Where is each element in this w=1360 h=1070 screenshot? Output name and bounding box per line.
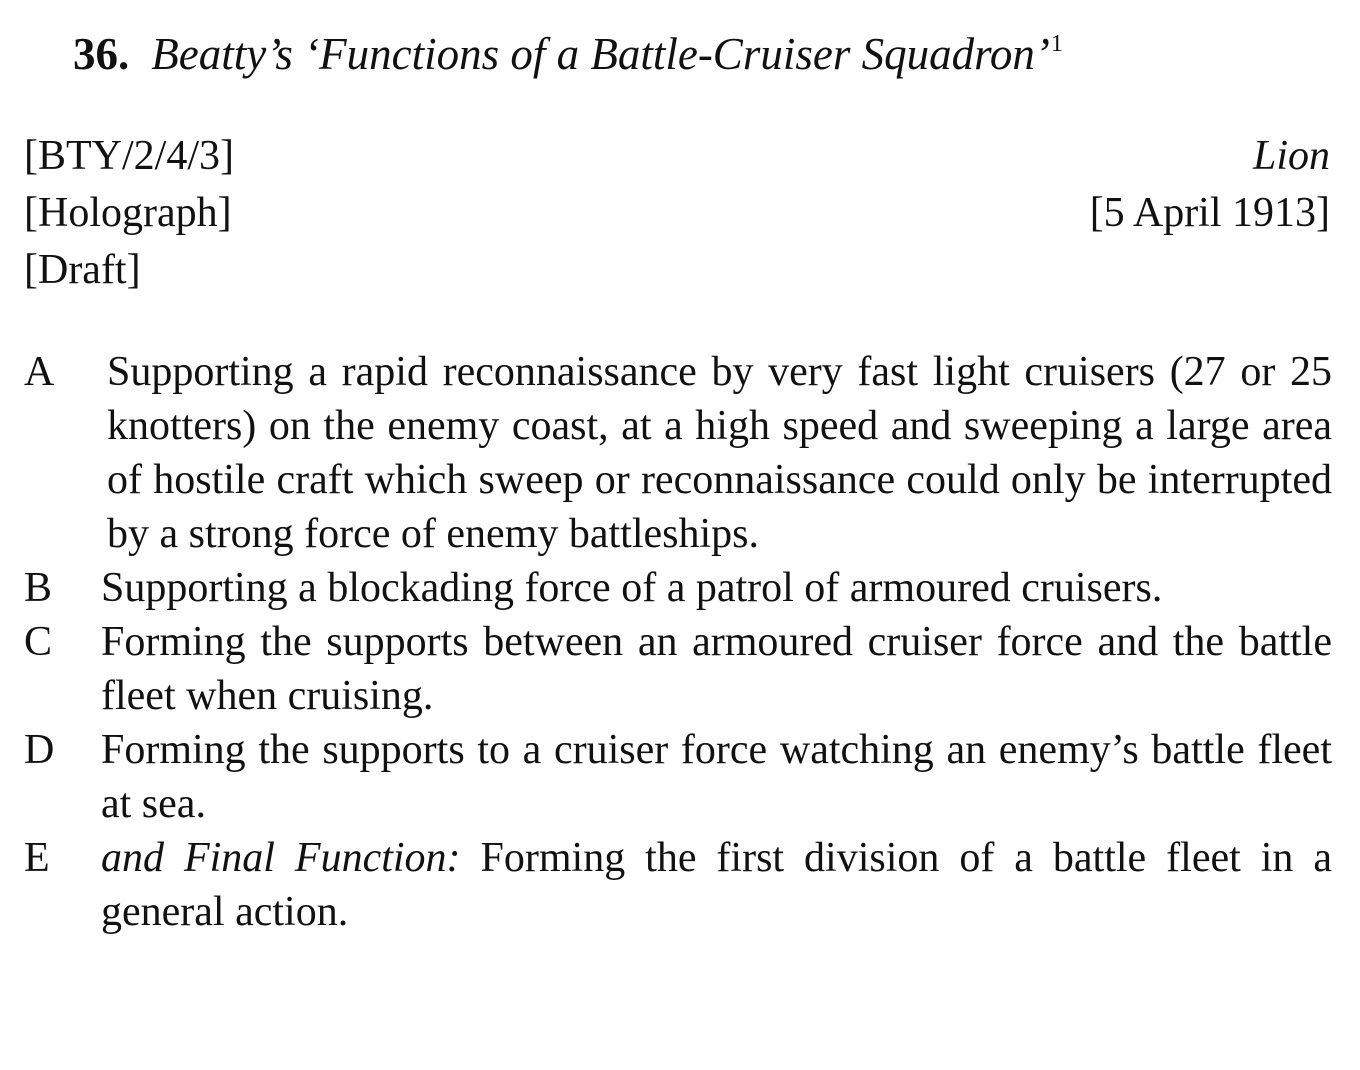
- function-letter: D: [24, 727, 55, 773]
- function-text: Supporting a rapid reconnaissance by very fast light cruisers (27 or 25 knotters) on the enemy coast, at a high speed and sweeping a large area of hostile craft which sweep or reconnaissance could only be interrupted by a strong force of enemy battleships.: [107, 349, 1332, 557]
- archive-reference: [BTY/2/4/3]: [24, 133, 234, 179]
- function-item-a: [24, 345, 1332, 561]
- function-item-e: [24, 831, 1332, 939]
- function-text: Forming the first division of a battle fleet in a general action.: [101, 835, 1332, 935]
- function-text: Forming the supports to a cruiser force watching an enemy’s battle fleet at sea.: [101, 727, 1332, 827]
- function-text: Forming the supports between an armoured cruiser force and the battle fleet when cruising.: [101, 619, 1332, 719]
- function-item-c: [24, 615, 1332, 723]
- function-text: Supporting a blockading force of a patrol of armoured cruisers.: [101, 565, 1163, 611]
- ship-name: Lion: [1252, 133, 1330, 179]
- archive-metadata: [24, 128, 234, 299]
- functions-list: [24, 345, 1332, 939]
- document-heading: [73, 14, 1063, 84]
- origin-metadata: [1090, 128, 1330, 242]
- function-item-d: [24, 723, 1332, 831]
- function-lead: and Final Function:: [101, 835, 461, 881]
- function-item-b: [24, 561, 1332, 615]
- function-letter: B: [24, 565, 53, 611]
- footnote-marker: 1: [1050, 31, 1063, 57]
- document-status: [Draft]: [24, 247, 141, 293]
- document-number: 36.: [73, 29, 130, 79]
- document-date: [5 April 1913]: [1089, 190, 1330, 236]
- function-letter: A: [24, 349, 55, 395]
- function-letter: E: [24, 835, 50, 881]
- document-form: [Holograph]: [24, 190, 232, 236]
- function-letter: C: [24, 619, 53, 665]
- document-title: Beatty’s ‘Functions of a Battle-Cruiser Squadron’: [151, 29, 1050, 79]
